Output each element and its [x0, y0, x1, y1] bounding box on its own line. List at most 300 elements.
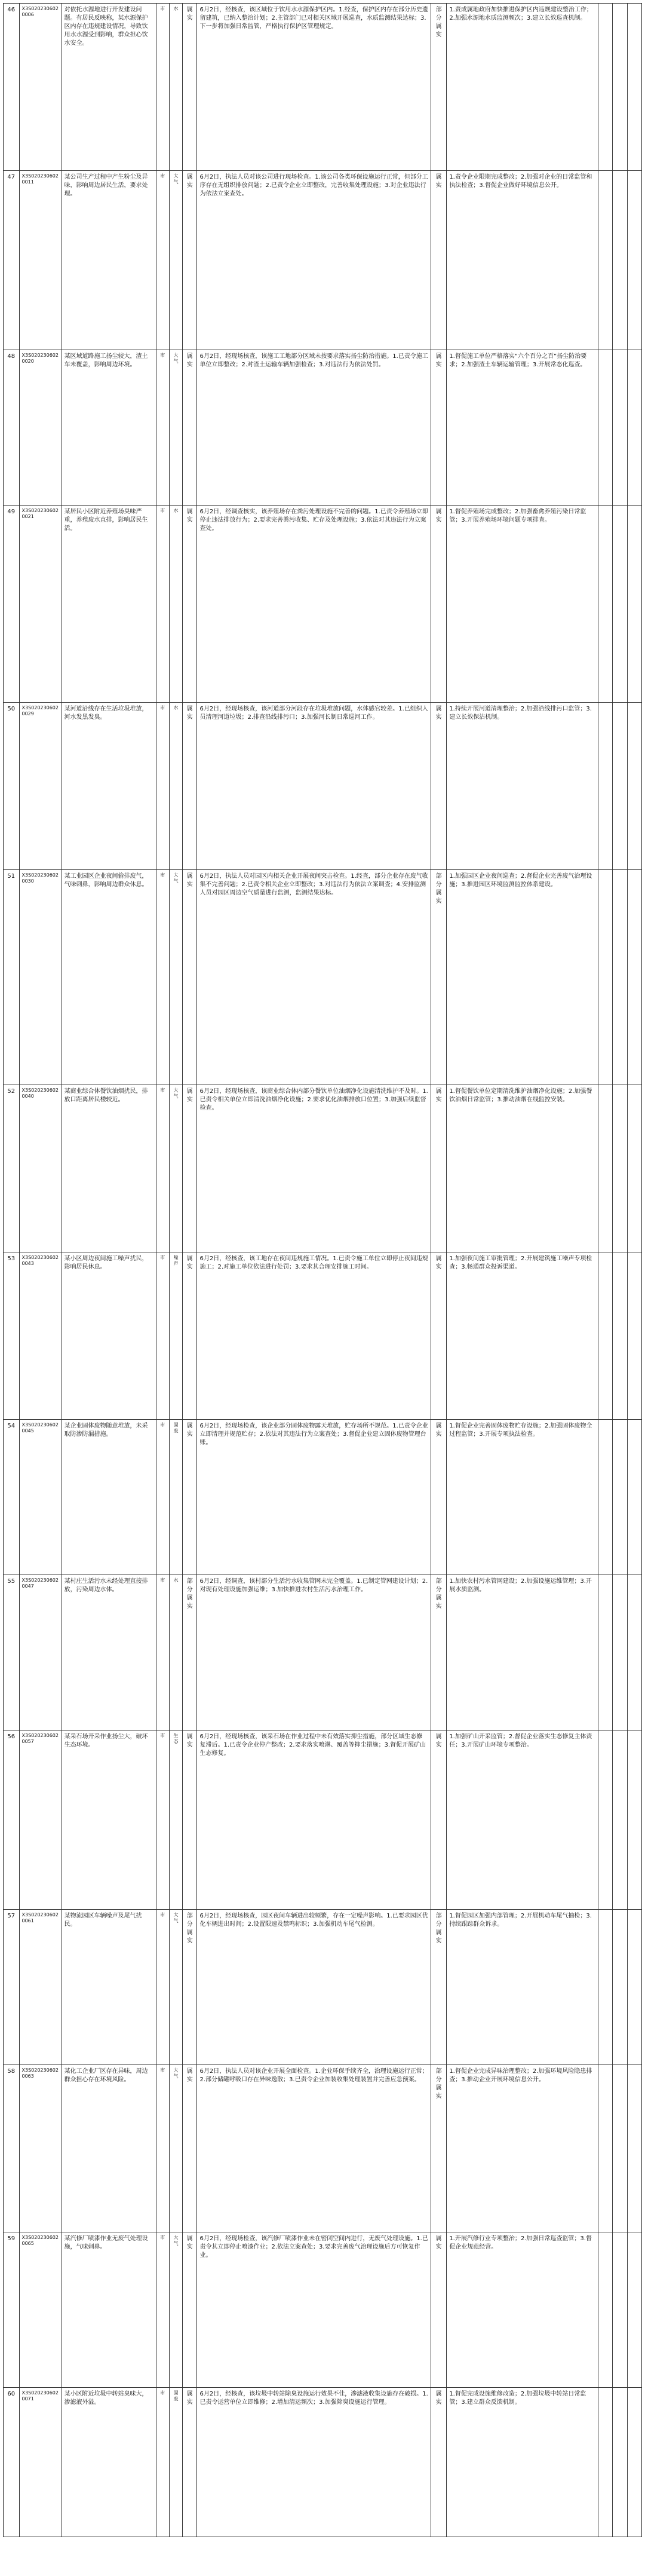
case-id-text: X3S0202306020021: [22, 508, 59, 519]
complaint-description-text: 某商业综合体餐饮油烟扰民，排放口距离居民楼较近。: [64, 1088, 148, 1103]
document-page: [0, 3, 645, 2576]
investigation-result-cell: [197, 1252, 431, 1420]
verification-status-cell-text: 属实: [186, 174, 193, 189]
region-cell: [156, 2388, 169, 2537]
row-number: [4, 506, 20, 703]
region-cell: [156, 4, 169, 171]
investigation-result-cell-text: 6月2日，经现场核查，园区夜间车辆进出较频繁，存在一定噪声影响。1.已要求园区优化车辆进出时间；2.设置限速及禁鸣标识；3.加强机动车尾气检测。: [199, 1913, 428, 1928]
petition-table-body: [4, 4, 642, 2537]
table-row: [4, 703, 642, 870]
status-cell-1: [598, 1910, 612, 2065]
row-number-text: 56: [7, 1733, 16, 1740]
status-cell-3: [627, 703, 641, 870]
complaint-description-text: 某企业固体废物随意堆放，未采取防渗防漏措施。: [64, 1423, 148, 1438]
pollution-type-cell-text: 大气: [173, 1912, 179, 1923]
verification-status-cell: [183, 2065, 197, 2232]
verification-status-cell-text: 属实: [186, 1733, 193, 1748]
status-cell-2: [613, 1575, 627, 1730]
complaint-description-text: 某小区附近垃圾中转站臭味大，渗滤液外溢。: [64, 2391, 148, 2406]
investigation-result-cell-text: 6月2日，执法人员对该企业开展全面检查。1.企业环保手续齐全，治理设施运行正常；2.部分储罐呼吸口存在异味逸散；3.已责令企业加装收集处理装置并完善应急预案。: [199, 2068, 428, 2083]
table-row: [4, 4, 642, 171]
investigation-result-cell: [197, 2388, 431, 2537]
finding-status-cell: [431, 1085, 447, 1252]
investigation-result-cell: [197, 506, 431, 703]
case-id: [19, 2388, 62, 2537]
case-id: [19, 350, 62, 506]
region-cell-text: 市: [160, 705, 165, 710]
complaint-description-text: 某工业园区企业夜间偷排废气，气味刺鼻，影响周边群众休息。: [64, 873, 148, 888]
pollution-type-cell-text: 大气: [173, 173, 179, 185]
handling-measures-cell: [447, 1730, 598, 1910]
pollution-type-cell-text: 大气: [173, 1088, 179, 1099]
investigation-result-cell: [197, 350, 431, 506]
pollution-type-cell-text: 大气: [173, 872, 179, 884]
investigation-result-cell-text: 6月2日，经核查，该工地存在夜间违规施工情况。1.已责令施工单位立即停止夜间违规施工；2.对施工单位依法进行处罚；3.要求其合理安排施工时间。: [199, 1255, 428, 1270]
row-number-text: 49: [7, 509, 16, 515]
status-cell-2: [613, 171, 627, 350]
row-number: [4, 703, 20, 870]
table-row: [4, 2388, 642, 2537]
status-cell-1: [598, 1085, 612, 1252]
status-cell-3: [627, 1575, 641, 1730]
status-cell-1: [598, 506, 612, 703]
finding-status-cell-text: 属实: [435, 174, 442, 189]
finding-status-cell: [431, 870, 447, 1085]
investigation-result-cell: [197, 870, 431, 1085]
status-cell-3: [627, 1910, 641, 2065]
status-cell-3: [627, 171, 641, 350]
row-number: [4, 2232, 20, 2388]
table-row: [4, 350, 642, 506]
region-cell-text: 市: [160, 508, 165, 513]
pollution-type-cell: [169, 1730, 182, 1910]
pollution-type-cell: [169, 171, 182, 350]
region-cell: [156, 171, 169, 350]
finding-status-cell: [431, 1575, 447, 1730]
row-number-text: 52: [7, 1088, 16, 1095]
case-id: [19, 171, 62, 350]
pollution-type-cell: [169, 2388, 182, 2537]
verification-status-cell: [183, 703, 197, 870]
verification-status-cell-text: 部分属实: [186, 1913, 193, 1944]
region-cell: [156, 1420, 169, 1575]
row-number-text: 60: [7, 2391, 16, 2397]
handling-measures-cell-text: 1.督促完成设施维修改造；2.加强垃圾中转站日常监管；3.建立群众反馈机制。: [449, 2391, 586, 2406]
case-id-text: X3S0202306020030: [22, 872, 59, 884]
status-cell-1: [598, 703, 612, 870]
row-number-text: 50: [7, 706, 16, 712]
complaint-description-text: 某汽修厂喷漆作业无废气处理设施，气味刺鼻。: [64, 2235, 148, 2250]
table-row: [4, 2232, 642, 2388]
status-cell-2: [613, 870, 627, 1085]
handling-measures-cell: [447, 2388, 598, 2537]
pollution-type-cell-text: 水: [173, 705, 179, 710]
case-id-text: X3S0202306020071: [22, 2390, 59, 2402]
case-id-text: X3S0202306020047: [22, 1578, 59, 1589]
verification-status-cell: [183, 506, 197, 703]
verification-status-cell-text: 属实: [186, 7, 193, 22]
region-cell-text: 市: [160, 353, 165, 358]
case-id-text: X3S0202306020020: [22, 353, 59, 364]
row-number: [4, 4, 20, 171]
region-cell: [156, 1910, 169, 2065]
region-cell-text: 市: [160, 1578, 165, 1583]
pollution-type-cell-text: 大气: [173, 2235, 179, 2246]
investigation-result-cell-text: 6月2日，经核查，该垃圾中转站除臭设施运行效果不佳，渗滤液收集设施存在破损。1.已责令运营单位立即维修；2.增加清运频次；3.加强除臭设施运行管理。: [199, 2391, 428, 2406]
status-cell-1: [598, 350, 612, 506]
status-cell-3: [627, 2065, 641, 2232]
investigation-result-cell: [197, 2232, 431, 2388]
table-row: [4, 1575, 642, 1730]
verification-status-cell-text: 属实: [186, 353, 193, 368]
status-cell-3: [627, 1252, 641, 1420]
row-number-text: 59: [7, 2235, 16, 2242]
investigation-result-cell: [197, 703, 431, 870]
pollution-type-cell: [169, 2065, 182, 2232]
row-number-text: 57: [7, 1913, 16, 1919]
status-cell-3: [627, 1085, 641, 1252]
finding-status-cell-text: 属实: [435, 509, 442, 523]
case-id: [19, 1910, 62, 2065]
complaint-description: [62, 870, 156, 1085]
status-cell-1: [598, 2065, 612, 2232]
status-cell-2: [613, 1730, 627, 1910]
investigation-result-cell: [197, 1420, 431, 1575]
pollution-type-cell: [169, 1420, 182, 1575]
region-cell-text: 市: [160, 872, 165, 878]
row-number-text: 46: [7, 7, 16, 13]
case-id-text: X3S0202306020063: [22, 2067, 59, 2079]
row-number: [4, 1730, 20, 1910]
complaint-description: [62, 1575, 156, 1730]
investigation-result-cell: [197, 1730, 431, 1910]
case-id: [19, 1420, 62, 1575]
pollution-type-cell-text: 大气: [173, 2067, 179, 2079]
investigation-result-cell-text: 6月2日，经现场核查，该商业综合体内部分餐饮单位油烟净化设施清洗维护不及时。1.已责令相关单位立即清洗油烟净化设施；2.要求优化油烟排放口位置；3.加强后续监督检查。: [199, 1088, 428, 1111]
handling-measures-cell-text: 1.督促企业完成异味治理整改；2.加强环境风险隐患排查；3.推动企业开展环境信息公开。: [449, 2068, 592, 2083]
finding-status-cell: [431, 1420, 447, 1575]
table-row: [4, 506, 642, 703]
row-number-text: 51: [7, 873, 16, 880]
investigation-result-cell-text: 6月2日，执法人员对该公司进行现场检查。1.该公司各类环保设施运行正常，但部分工序存在无组织排放问题；2.已责令企业立即整改，完善收集处理设施；3.对企业违法行为依法立案查处。: [199, 174, 428, 197]
investigation-result-cell: [197, 4, 431, 171]
investigation-result-cell: [197, 1575, 431, 1730]
verification-status-cell: [183, 1420, 197, 1575]
complaint-description: [62, 1085, 156, 1252]
investigation-result-cell: [197, 171, 431, 350]
complaint-description-text: 某小区周边夜间施工噪声扰民，影响居民休息。: [64, 1255, 148, 1270]
case-id-text: X3S0202306020045: [22, 1422, 59, 1434]
status-cell-1: [598, 1575, 612, 1730]
pollution-type-cell: [169, 2232, 182, 2388]
case-id: [19, 1575, 62, 1730]
case-id: [19, 2232, 62, 2388]
status-cell-2: [613, 2232, 627, 2388]
complaint-description: [62, 2388, 156, 2537]
row-number: [4, 1575, 20, 1730]
status-cell-1: [598, 1420, 612, 1575]
finding-status-cell-text: 属实: [435, 1423, 442, 1438]
finding-status-cell-text: 属实: [435, 2391, 442, 2406]
case-id: [19, 4, 62, 171]
handling-measures-cell: [447, 1420, 598, 1575]
handling-measures-cell-text: 1.开展汽修行业专项整治；2.加强日常巡查监管；3.督促企业规范经营。: [449, 2235, 592, 2250]
complaint-description: [62, 4, 156, 171]
handling-measures-cell-text: 1.持续开展河道清理整治；2.加强沿线排污口监管；3.建立长效保洁机制。: [449, 706, 592, 721]
pollution-type-cell-text: 大气: [173, 353, 179, 364]
complaint-description-text: 某居民小区附近养殖场臭味严重，养殖废水直排，影响居民生活。: [64, 509, 148, 532]
complaint-description: [62, 1252, 156, 1420]
finding-status-cell: [431, 1252, 447, 1420]
table-row: [4, 870, 642, 1085]
status-cell-3: [627, 870, 641, 1085]
handling-measures-cell: [447, 1085, 598, 1252]
verification-status-cell: [183, 2388, 197, 2537]
region-cell: [156, 1730, 169, 1910]
case-id-text: X3S0202306020061: [22, 1912, 59, 1923]
investigation-result-cell-text: 6月2日，经现场核查，该河道部分河段存在垃圾堆放问题，水体感官较差。1.已组织人员清理河道垃圾；2.排查沿线排污口；3.加强河长制日常巡河工作。: [199, 706, 428, 721]
row-number: [4, 2065, 20, 2232]
handling-measures-cell-text: 1.加强矿山开采监管；2.督促企业落实生态修复主体责任；3.开展矿山环境专项整治。: [449, 1733, 592, 1748]
finding-status-cell-text: 部分属实: [435, 1578, 442, 1610]
row-number: [4, 1910, 20, 2065]
status-cell-3: [627, 350, 641, 506]
handling-measures-cell: [447, 171, 598, 350]
handling-measures-cell: [447, 350, 598, 506]
case-id-text: X3S0202306020011: [22, 173, 59, 185]
region-cell: [156, 2065, 169, 2232]
region-cell-text: 市: [160, 2390, 165, 2396]
region-cell: [156, 350, 169, 506]
finding-status-cell: [431, 2065, 447, 2232]
investigation-result-cell-text: 6月2日，经现场核查，该采石场在作业过程中未有效落实抑尘措施，部分区域生态修复滞后。1.已责令企业停产整改；2.要求落实喷淋、覆盖等抑尘措施；3.督促开展矿山生态修复。: [199, 1733, 426, 1757]
table-row: [4, 1420, 642, 1575]
handling-measures-cell-text: 1.责成属地政府加快推进保护区内违规建设整治工作；2.加强水源地水质监测频次；3.建立长效巡查机制。: [449, 7, 592, 22]
pollution-type-cell-text: 水: [173, 1578, 179, 1583]
verification-status-cell: [183, 171, 197, 350]
region-cell-text: 市: [160, 1422, 165, 1428]
status-cell-1: [598, 4, 612, 171]
complaint-description: [62, 1910, 156, 2065]
complaint-description-text: 对依托水源地进行开发建设问题。有居民反映称，某水源保护区内存在违规建设情况，导致饮用水水源受到影响，群众担心饮水安全。: [64, 7, 148, 47]
finding-status-cell: [431, 703, 447, 870]
region-cell-text: 市: [160, 1088, 165, 1093]
handling-measures-cell: [447, 1575, 598, 1730]
case-id-text: X3S0202306020029: [22, 705, 59, 716]
case-id-text: X3S0202306020057: [22, 1733, 59, 1744]
status-cell-2: [613, 4, 627, 171]
verification-status-cell-text: 属实: [186, 1255, 193, 1270]
finding-status-cell: [431, 2388, 447, 2537]
case-id-text: X3S0202306020006: [22, 6, 59, 17]
handling-measures-cell-text: 1.加强夜间施工审批管理；2.开展建筑施工噪声专项检查；3.畅通群众投诉渠道。: [449, 1255, 592, 1270]
finding-status-cell-text: 部分属实: [435, 2068, 442, 2100]
row-number: [4, 2388, 20, 2537]
status-cell-1: [598, 171, 612, 350]
row-number-text: 58: [7, 2068, 16, 2075]
verification-status-cell-text: 属实: [186, 873, 193, 888]
region-cell: [156, 870, 169, 1085]
investigation-result-cell-text: 6月2日，经调查，该村部分生活污水收集管网未完全覆盖。1.已制定管网建设计划；2.对现有处理设施加强运维；3.加快推进农村生活污水治理工作。: [199, 1578, 428, 1593]
handling-measures-cell: [447, 4, 598, 171]
status-cell-1: [598, 2232, 612, 2388]
case-id: [19, 870, 62, 1085]
region-cell-text: 市: [160, 2235, 165, 2240]
pollution-type-cell-text: 噪声: [173, 1255, 179, 1266]
finding-status-cell: [431, 1730, 447, 1910]
investigation-result-cell: [197, 1910, 431, 2065]
pollution-type-cell: [169, 703, 182, 870]
pollution-type-cell-text: 固废: [173, 1422, 179, 1434]
finding-status-cell-text: 属实: [435, 706, 442, 721]
verification-status-cell: [183, 2232, 197, 2388]
row-number: [4, 1252, 20, 1420]
finding-status-cell: [431, 2232, 447, 2388]
case-id: [19, 506, 62, 703]
investigation-result-cell-text: 6月2日，经核查，该区域位于饮用水水源保护区内。1.经查，保护区内存在部分历史遗留建筑，已纳入整治计划；2.主管部门已对相关区域开展巡查，水质监测结果达标；3.下一步将加强日常监管，严格执行保护区管理规定。: [199, 7, 428, 30]
pollution-type-cell: [169, 1085, 182, 1252]
region-cell-text: 市: [160, 1255, 165, 1260]
handling-measures-cell: [447, 2065, 598, 2232]
pollution-type-cell: [169, 4, 182, 171]
finding-status-cell-text: 属实: [435, 2235, 442, 2250]
verification-status-cell: [183, 1910, 197, 2065]
complaint-description: [62, 350, 156, 506]
pollution-type-cell: [169, 350, 182, 506]
case-id: [19, 1085, 62, 1252]
region-cell-text: 市: [160, 1912, 165, 1918]
handling-measures-cell: [447, 2232, 598, 2388]
finding-status-cell-text: 属实: [435, 1733, 442, 1748]
complaint-description-text: 某河道沿线存在生活垃圾堆放，河水发黑发臭。: [64, 706, 148, 721]
verification-status-cell: [183, 1575, 197, 1730]
status-cell-2: [613, 350, 627, 506]
status-cell-3: [627, 2388, 641, 2537]
row-number-text: 47: [7, 174, 16, 180]
row-number: [4, 171, 20, 350]
complaint-description: [62, 703, 156, 870]
verification-status-cell: [183, 1252, 197, 1420]
status-cell-1: [598, 2388, 612, 2537]
finding-status-cell-text: 部分属实: [435, 1913, 442, 1944]
verification-status-cell-text: 属实: [186, 706, 193, 721]
row-number: [4, 1085, 20, 1252]
region-cell: [156, 506, 169, 703]
investigation-result-cell-text: 6月2日，经现场核查，该施工工地部分区域未按要求落实扬尘防治措施。1.已责令施工单位立即整改；2.对渣土运输车辆加强检查；3.对违法行为依法处罚。: [199, 353, 428, 368]
row-number-text: 48: [7, 353, 16, 360]
status-cell-2: [613, 1910, 627, 2065]
status-cell-3: [627, 2232, 641, 2388]
handling-measures-cell-text: 1.督促养殖场完成整改；2.加强畜禽养殖污染日常监管；3.开展养殖场环境问题专项排查。: [449, 509, 586, 523]
handling-measures-cell-text: 1.督促园区加强内部管理；2.开展机动车尾气抽检；3.持续跟踪群众诉求。: [449, 1913, 592, 1928]
complaint-description-text: 某公司生产过程中产生粉尘及异味，影响周边居民生活，要求处理。: [64, 174, 148, 197]
finding-status-cell-text: 部分属实: [435, 873, 442, 905]
handling-measures-cell-text: 1.督促餐饮单位定期清洗维护油烟净化设施；2.加强餐饮油烟日常监管；3.推动油烟在线监控安装。: [449, 1088, 592, 1103]
region-cell-text: 市: [160, 173, 165, 179]
region-cell: [156, 2232, 169, 2388]
status-cell-2: [613, 1252, 627, 1420]
region-cell: [156, 1252, 169, 1420]
region-cell: [156, 1575, 169, 1730]
finding-status-cell-text: 属实: [435, 353, 442, 368]
case-id: [19, 2065, 62, 2232]
complaint-description-text: 某区域道路施工扬尘较大，渣土车未覆盖，影响周边环境。: [64, 353, 148, 368]
verification-status-cell-text: 属实: [186, 1423, 193, 1438]
table-row: [4, 1252, 642, 1420]
pollution-type-cell: [169, 1575, 182, 1730]
status-cell-1: [598, 1730, 612, 1910]
complaint-description: [62, 171, 156, 350]
verification-status-cell: [183, 870, 197, 1085]
finding-status-cell-text: 属实: [435, 1255, 442, 1270]
complaint-description: [62, 1420, 156, 1575]
investigation-result-cell: [197, 1085, 431, 1252]
pollution-type-cell-text: 水: [173, 508, 179, 513]
region-cell: [156, 1085, 169, 1252]
status-cell-2: [613, 703, 627, 870]
pollution-type-cell-text: 水: [173, 6, 179, 11]
verification-status-cell-text: 属实: [186, 509, 193, 523]
pollution-type-cell: [169, 1910, 182, 2065]
complaint-description: [62, 506, 156, 703]
case-id: [19, 1730, 62, 1910]
pollution-type-cell: [169, 870, 182, 1085]
verification-status-cell-text: 属实: [186, 2391, 193, 2406]
table-row: [4, 1910, 642, 2065]
table-row: [4, 1730, 642, 1910]
finding-status-cell: [431, 171, 447, 350]
region-cell-text: 市: [160, 1733, 165, 1738]
complaint-description: [62, 2065, 156, 2232]
verification-status-cell-text: 属实: [186, 2068, 193, 2083]
case-id-text: X3S0202306020043: [22, 1255, 59, 1266]
handling-measures-cell-text: 1.加快农村污水管网建设；2.加强设施运维管理；3.开展水质监测。: [449, 1578, 592, 1593]
handling-measures-cell: [447, 1910, 598, 2065]
status-cell-2: [613, 1085, 627, 1252]
investigation-result-cell-text: 6月2日，经现场检查，该汽修厂喷漆作业未在密闭空间内进行，无废气处理设施。1.已责令其立即停止喷漆作业；2.依法立案查处；3.要求完善废气治理设施后方可恢复作业。: [199, 2235, 428, 2259]
investigation-result-cell-text: 6月2日，执法人员对园区内相关企业开展夜间突击检查。1.经查，部分企业存在废气收集不完善问题；2.已责令相关企业立即整改；3.对违法行为依法立案调查；4.安排监测人员对园区周边空气质量进行监测，监测结果达标。: [199, 873, 428, 896]
complaint-description: [62, 2232, 156, 2388]
verification-status-cell-text: 部分属实: [186, 1578, 193, 1610]
case-id-text: X3S0202306020065: [22, 2235, 59, 2246]
pollution-type-cell-text: 生态: [173, 1733, 179, 1744]
finding-status-cell-text: 属实: [435, 1088, 442, 1103]
complaint-description-text: 某村庄生活污水未经处理直接排放，污染周边水体。: [64, 1578, 148, 1593]
table-row: [4, 2065, 642, 2232]
status-cell-3: [627, 1420, 641, 1575]
verification-status-cell: [183, 350, 197, 506]
row-number: [4, 1420, 20, 1575]
handling-measures-cell-text: 1.督促施工单位严格落实“六个百分之百”扬尘防治要求；2.加强渣土车辆运输管理；3.开展常态化巡查。: [449, 353, 587, 368]
handling-measures-cell-text: 1.督促企业完善固体废物贮存设施；2.加强固体废物全过程监管；3.开展专项执法检查。: [449, 1423, 592, 1438]
row-number-text: 53: [7, 1255, 16, 1262]
verification-status-cell: [183, 1730, 197, 1910]
status-cell-2: [613, 506, 627, 703]
region-cell: [156, 703, 169, 870]
petition-table: [3, 3, 642, 2537]
handling-measures-cell: [447, 870, 598, 1085]
complaint-description: [62, 1730, 156, 1910]
row-number-text: 54: [7, 1423, 16, 1429]
pollution-type-cell: [169, 1252, 182, 1420]
handling-measures-cell-text: 1.加强园区企业夜间巡查；2.督促企业完善废气治理设施；3.推进园区环境监测监控体系建设。: [449, 873, 592, 888]
handling-measures-cell: [447, 1252, 598, 1420]
row-number: [4, 870, 20, 1085]
handling-measures-cell-text: 1.责令企业限期完成整改；2.加强对企业的日常监管和执法检查；3.督促企业做好环境信息公开。: [449, 174, 592, 189]
complaint-description-text: 某化工企业厂区存在异味，周边群众担心存在环境风险。: [64, 2068, 148, 2083]
table-row: [4, 171, 642, 350]
status-cell-1: [598, 1252, 612, 1420]
